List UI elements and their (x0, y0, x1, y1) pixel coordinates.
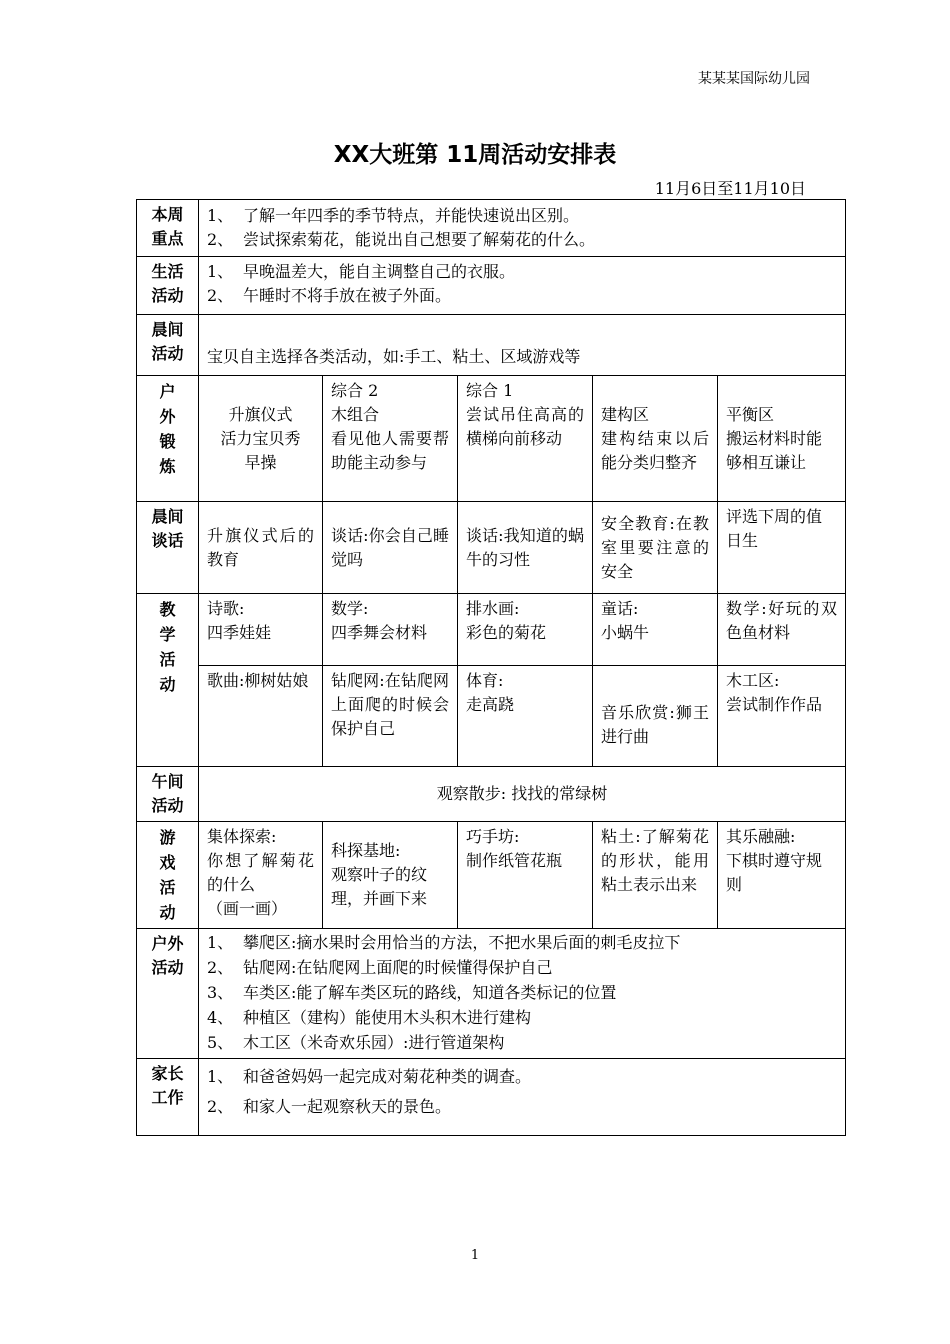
game-wed: 巧手坊: 制作纸管花瓶 (458, 822, 593, 929)
outdoor-exercise-thu: 建构区 建构结束以后能分类归整齐 (593, 376, 718, 502)
outdoor-exercise-fri: 平衡区 搬运材料时能够相互谦让 (718, 376, 846, 502)
label-teaching: 教 学 活 动 (137, 594, 199, 767)
teaching-2-mon: 歌曲:柳树姑娘 (199, 666, 323, 767)
morning-talk-wed: 谈话:我知道的蜗牛的习性 (458, 502, 593, 594)
morning-talk-thu: 安全教育:在教室里要注意的安全 (593, 502, 718, 594)
game-mon: 集体探索: 你想了解菊花的什么 （画一画） (199, 822, 323, 929)
weekly-focus-content: 1、 了解一年四季的季节特点，并能快速说出区别。 2、 尝试探索菊花，能说出自己想要了解菊花的什么。 (199, 200, 846, 257)
teaching-2-wed: 体育: 走高跷 (458, 666, 593, 767)
row-outdoor-activities (137, 929, 846, 1059)
teaching-1-fri: 数学:好玩的双色鱼材料 (718, 594, 846, 666)
label-morning-talk: 晨间 谈话 (137, 502, 199, 594)
teaching-1-wed: 排水画: 彩色的菊花 (458, 594, 593, 666)
teaching-1-thu: 童话: 小蜗牛 (593, 594, 718, 666)
label-outdoor-exercise: 户 外 锻 炼 (137, 376, 199, 502)
teaching-1-mon: 诗歌: 四季娃娃 (199, 594, 323, 666)
label-morning-activities: 晨间 活动 (137, 315, 199, 376)
label-life-activities: 生活 活动 (137, 257, 199, 315)
row-morning-talk (137, 502, 846, 594)
game-fri: 其乐融融: 下棋时遵守规则 (718, 822, 846, 929)
row-weekly-focus (137, 200, 846, 257)
teaching-1-tue: 数学: 四季舞会材料 (323, 594, 458, 666)
game-tue: 科探基地: 观察叶子的纹理，并画下来 (323, 822, 458, 929)
teaching-2-thu: 音乐欣赏:狮王进行曲 (593, 666, 718, 767)
morning-talk-mon: 升旗仪式后的教育 (199, 502, 323, 594)
row-outdoor-exercise (137, 376, 846, 502)
noon-activities-content: 观察散步: 找找的常绿树 (199, 767, 846, 822)
outdoor-activities-content: 1、 攀爬区:摘水果时会用恰当的方法，不把水果后面的刺毛皮拉下 2、 钻爬网:在钻爬网上面爬的时候懂得保护自己 3、 车类区:能了解车类区玩的路线，知道各类标记的位置 4、 种植区（建构）能使用木头积木进行建构 5、 木工区（米奇欢乐园）:进行管道架构 (199, 929, 846, 1059)
schedule-table (136, 199, 846, 1136)
parents-work-content: 1、 和爸爸妈妈一起完成对菊花种类的调查。 2、 和家人一起观察秋天的景色。 (199, 1059, 846, 1136)
page-title: XX大班第 11周活动安排表 (333, 142, 617, 168)
label-noon-activities: 午间 活动 (137, 767, 199, 822)
row-teaching-2 (137, 666, 846, 767)
date-range: 11月6日至11月10日 (654, 179, 806, 198)
row-parents-work (137, 1059, 846, 1136)
label-parents-work: 家长 工作 (137, 1059, 199, 1136)
outdoor-exercise-wed: 综合 1 尝试吊住高高的横梯向前移动 (458, 376, 593, 502)
kindergarten-name: 某某某国际幼儿园 (698, 71, 810, 87)
life-activities-content: 1、 早晚温差大，能自主调整自己的衣服。 2、 午睡时不将手放在被子外面。 (199, 257, 846, 315)
teaching-2-tue: 钻爬网:在钻爬网上面爬的时候会保护自己 (323, 666, 458, 767)
row-teaching-1 (137, 594, 846, 666)
outdoor-exercise-mon: 升旗仪式 活力宝贝秀 早操 (199, 376, 323, 502)
row-morning-activities (137, 315, 846, 376)
label-outdoor-activities: 户外 活动 (137, 929, 199, 1059)
row-noon-activities (137, 767, 846, 822)
label-weekly-focus: 本周 重点 (137, 200, 199, 257)
morning-talk-fri: 评选下周的值日生 (718, 502, 846, 594)
morning-activities-content: 宝贝自主选择各类活动，如:手工、粘土、区域游戏等 (199, 315, 846, 376)
game-thu: 粘土:了解菊花的形状，能用粘土表示出来 (593, 822, 718, 929)
morning-talk-tue: 谈话:你会自己睡觉吗 (323, 502, 458, 594)
row-game-activities (137, 822, 846, 929)
row-life-activities (137, 257, 846, 315)
outdoor-exercise-tue: 综合 2 木组合 看见他人需要帮助能主动参与 (323, 376, 458, 502)
label-game-activities: 游 戏 活 动 (137, 822, 199, 929)
page-number: 1 (470, 1248, 480, 1263)
teaching-2-fri: 木工区: 尝试制作作品 (718, 666, 846, 767)
